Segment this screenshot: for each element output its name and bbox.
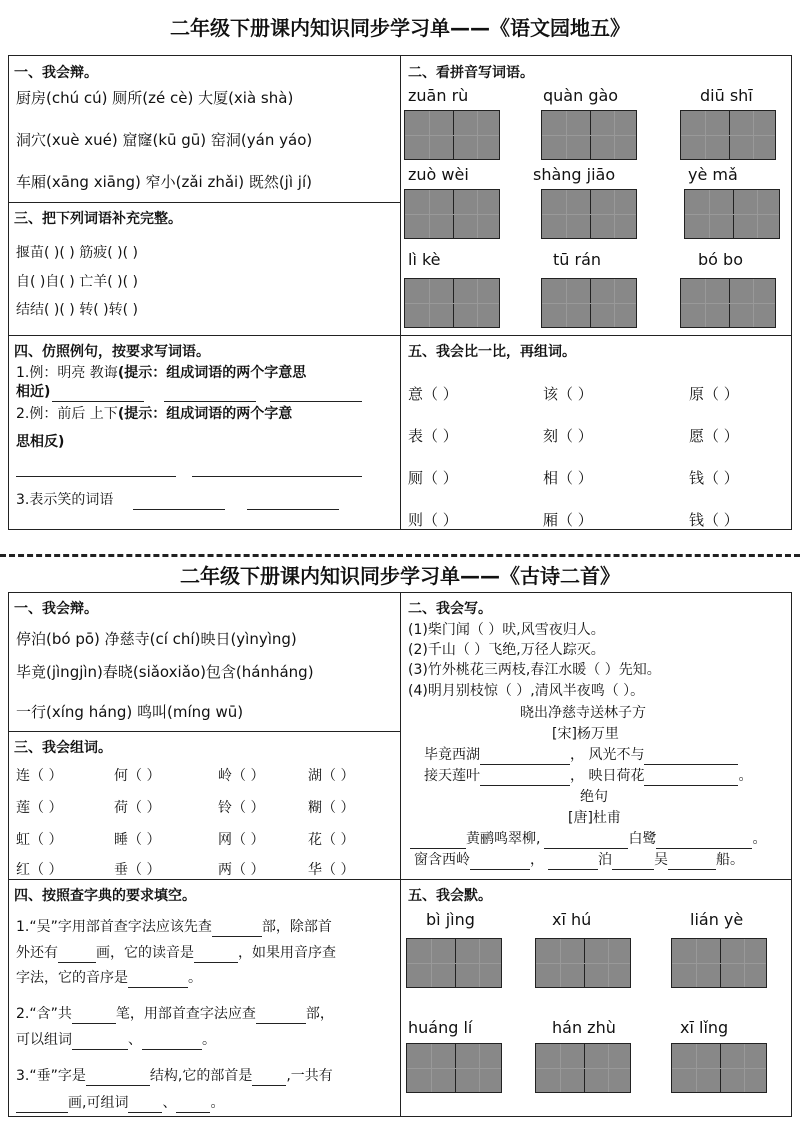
pinyin-label: lì kè: [408, 250, 441, 269]
section-heading: 二、看拼音写词语。: [408, 65, 534, 81]
text-line: 停泊(bó pō) 净慈寺(cí chí)映日(yìnyìng): [16, 630, 297, 648]
example-line: 3.表示笑的词语: [16, 490, 339, 510]
divider: [400, 592, 401, 1117]
word-pair[interactable]: 睡（ ）: [114, 832, 161, 848]
worksheet-1-title: 二年级下册课内知识同步学习单——《语文园地五》: [170, 16, 630, 40]
section-heading: 四、按照查字典的要求填空。: [14, 888, 196, 904]
word-pair[interactable]: 湖（ ）: [308, 768, 355, 784]
tianzige-grid[interactable]: [404, 110, 500, 160]
text-line: 一行(xíng háng) 鸣叫(míng wū): [16, 703, 244, 721]
question-line[interactable]: 字法，它的音序是 。: [16, 970, 202, 986]
fill-blank-line[interactable]: (2)千山（ ）飞绝,万径人踪灭。: [408, 642, 605, 658]
word-pair[interactable]: 网（ ）: [218, 832, 265, 848]
word-pair[interactable]: 铃（ ）: [218, 800, 265, 816]
section-heading: 五、我会默。: [408, 888, 492, 904]
poem-line[interactable]: 接天莲叶 ， 映日荷花 。: [424, 768, 753, 784]
pinyin-label: xī hú: [552, 910, 592, 929]
word-pair[interactable]: 钱（ ）: [689, 511, 739, 529]
example-line: 1.例：明亮 教诲(提示：组成词语的两个字意思: [16, 365, 307, 381]
word-pair[interactable]: 莲（ ）: [16, 800, 63, 816]
answer-line[interactable]: [16, 476, 176, 477]
pinyin-label: xī lǐng: [680, 1018, 729, 1037]
word-pair[interactable]: 刻（ ）: [543, 427, 593, 445]
tianzige-grid[interactable]: [406, 1043, 502, 1093]
section-heading: 二、我会写。: [408, 601, 492, 617]
tianzige-grid[interactable]: [541, 110, 637, 160]
tianzige-grid[interactable]: [541, 189, 637, 239]
tianzige-grid[interactable]: [541, 278, 637, 328]
word-pair[interactable]: 相（ ）: [543, 469, 593, 487]
word-pair[interactable]: 则（ ）: [408, 511, 458, 529]
word-pair[interactable]: 花（ ）: [308, 832, 355, 848]
pinyin-label: diū shī: [700, 86, 753, 105]
answer-line[interactable]: [192, 476, 362, 477]
word-pair[interactable]: 愿（ ）: [689, 427, 739, 445]
question-line[interactable]: 2.“含”共 笔，用部首查字法应查 部，: [16, 1006, 334, 1022]
section-heading: 一、我会辩。: [14, 601, 98, 617]
tianzige-grid[interactable]: [535, 938, 631, 988]
text-line: 洞穴(xuè xué) 窟窿(kū gū) 窑洞(yán yáo): [16, 131, 313, 149]
word-pair[interactable]: 厕（ ）: [408, 469, 458, 487]
pinyin-label: lián yè: [690, 910, 744, 929]
tianzige-grid[interactable]: [671, 1043, 767, 1093]
divider: [8, 731, 400, 732]
tianzige-grid[interactable]: [680, 110, 776, 160]
word-pair[interactable]: 意（ ）: [408, 385, 458, 403]
tianzige-grid[interactable]: [404, 189, 500, 239]
pinyin-label: quàn gào: [543, 86, 619, 105]
example-line: 思相反): [16, 434, 65, 450]
divider: [8, 202, 400, 203]
pinyin-label: huáng lí: [408, 1018, 473, 1037]
word-pair[interactable]: 红（ ）: [16, 862, 63, 878]
tianzige-grid[interactable]: [680, 278, 776, 328]
divider: [8, 335, 792, 336]
pinyin-label: shàng jiāo: [533, 165, 616, 184]
word-pair[interactable]: 虹（ ）: [16, 832, 63, 848]
fill-blank-line[interactable]: (1)柴门闻（ ）吠,风雪夜归人。: [408, 622, 605, 638]
tianzige-grid[interactable]: [671, 938, 767, 988]
section-heading: 三、我会组词。: [14, 740, 112, 756]
word-pair[interactable]: 岭（ ）: [218, 768, 265, 784]
example-line: 2.例：前后 上下(提示：组成词语的两个字意: [16, 406, 293, 422]
pinyin-label: hán zhù: [552, 1018, 616, 1037]
text-line: 车厢(xāng xiāng) 窄小(zǎi zhǎi) 既然(jì jí): [16, 173, 312, 191]
pinyin-label: bì jìng: [426, 910, 475, 929]
word-pair[interactable]: 垂（ ）: [114, 862, 161, 878]
word-pair[interactable]: 何（ ）: [114, 768, 161, 784]
word-pair[interactable]: 糊（ ）: [308, 800, 355, 816]
pinyin-label: tū rán: [553, 250, 602, 269]
pinyin-label: yè mǎ: [688, 165, 738, 184]
tianzige-grid[interactable]: [535, 1043, 631, 1093]
question-line[interactable]: 可以组词 、 。: [16, 1032, 216, 1048]
pinyin-label: bó bo: [698, 250, 743, 269]
fill-blank-line[interactable]: 结结( )( ) 转( )转( ): [16, 302, 138, 318]
tianzige-grid[interactable]: [404, 278, 500, 328]
word-pair[interactable]: 连（ ）: [16, 768, 63, 784]
question-line[interactable]: 外还有 画，它的读音是 ，如果用音序查: [16, 945, 336, 961]
fill-blank-line[interactable]: (4)明月别枝惊（ ）,清风半夜鸣（ ）。: [408, 683, 645, 699]
tianzige-grid[interactable]: [406, 938, 502, 988]
question-line[interactable]: 1.“吴”字用部首查字法应该先查 部，除部首: [16, 919, 332, 935]
poem-author: [宋]杨万里: [552, 726, 619, 742]
section-heading: 四、仿照例句，按要求写词语。: [14, 344, 210, 360]
question-line[interactable]: 画,可组词 、 。: [16, 1093, 224, 1113]
cut-line: [0, 554, 800, 557]
poem-line[interactable]: 黄鹂鸣翠柳, 白鹭 。: [410, 829, 766, 849]
word-pair[interactable]: 原（ ）: [689, 385, 739, 403]
poem-title: 绝句: [580, 789, 608, 805]
pinyin-label: zuān rù: [408, 86, 469, 105]
pinyin-label: zuò wèi: [408, 165, 469, 184]
poem-line[interactable]: 窗含西岭 ， 泊 吴 船。: [414, 852, 744, 868]
section-heading: 五、我会比一比，再组词。: [408, 344, 576, 360]
question-line[interactable]: 3.“垂”字是 结构,它的部首是 ,一共有: [16, 1068, 333, 1084]
text-line: 厨房(chú cú) 厕所(zé cè) 大厦(xià shà): [16, 89, 294, 107]
text-line: 毕竟(jìngjìn)春晓(siǎoxiǎo)包含(hánháng): [16, 663, 314, 681]
poem-line[interactable]: 毕竟西湖 ， 风光不与: [424, 745, 738, 765]
word-pair[interactable]: 钱（ ）: [689, 469, 739, 487]
word-pair[interactable]: 荷（ ）: [114, 800, 161, 816]
section-heading: 三、把下列词语补充完整。: [14, 211, 182, 227]
poem-author: [唐]杜甫: [568, 810, 621, 826]
tianzige-grid[interactable]: [684, 189, 780, 239]
poem-title: 晓出净慈寺送林子方: [520, 705, 646, 721]
word-pair[interactable]: 表（ ）: [408, 427, 458, 445]
fill-blank-line[interactable]: 揠苗( )( ) 筋疲( )( ): [16, 245, 138, 261]
worksheet-2-title: 二年级下册课内知识同步学习单——《古诗二首》: [180, 564, 620, 588]
word-pair[interactable]: 该（ ）: [543, 385, 593, 403]
word-pair[interactable]: 华（ ）: [308, 862, 355, 878]
word-pair[interactable]: 两（ ）: [218, 862, 265, 878]
divider: [400, 55, 401, 530]
section-heading: 一、我会辩。: [14, 65, 98, 81]
fill-blank-line[interactable]: 自( )自( ) 亡羊( )( ): [16, 274, 138, 290]
fill-blank-line[interactable]: (3)竹外桃花三两枝,春江水暖（ ）先知。: [408, 662, 661, 678]
word-pair[interactable]: 厢（ ）: [543, 511, 593, 529]
example-line: 相近): [16, 382, 362, 402]
